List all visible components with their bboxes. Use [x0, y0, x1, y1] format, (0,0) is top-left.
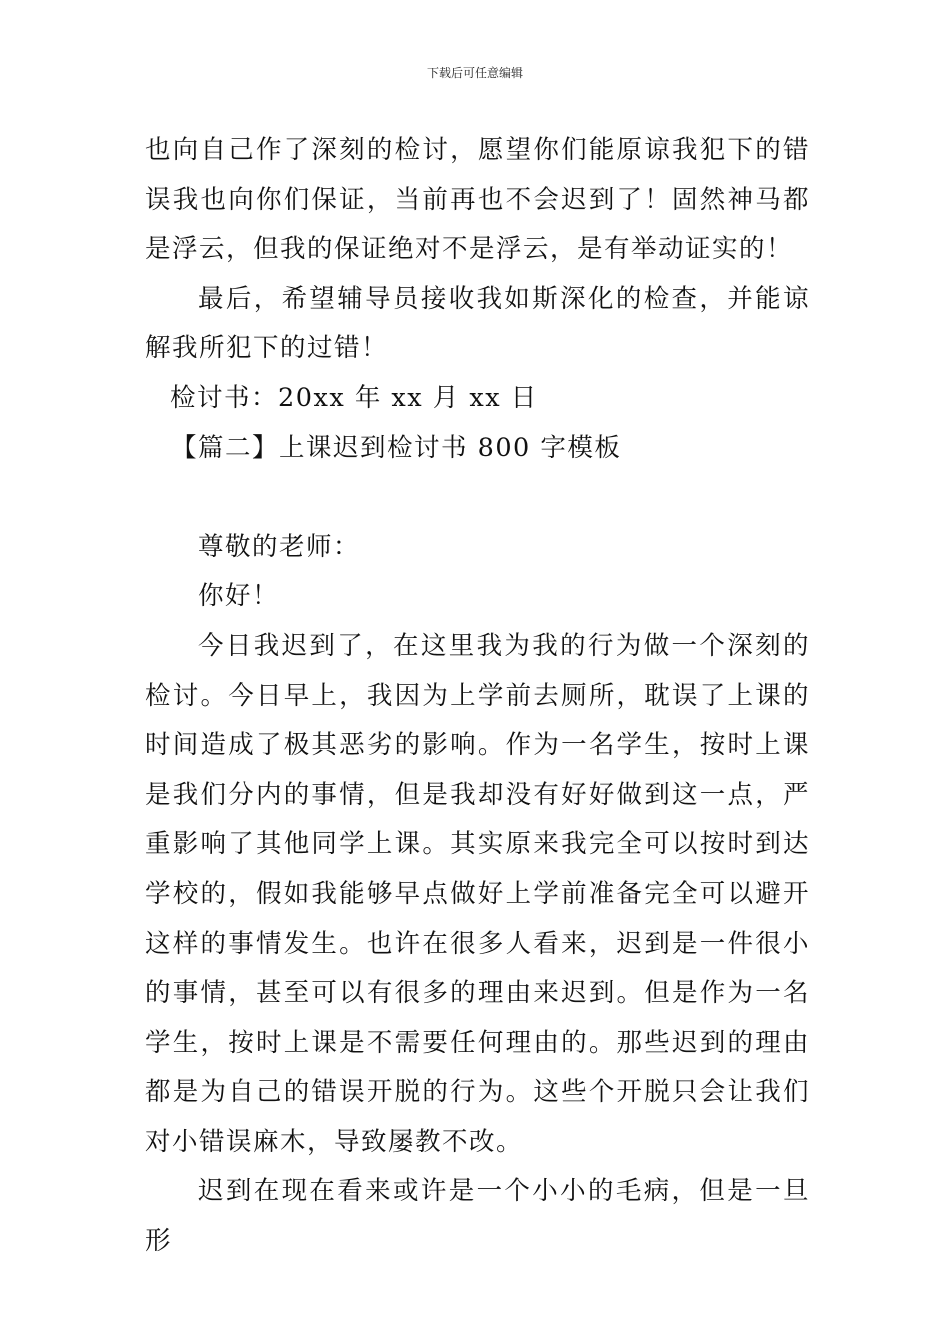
- signature-date: 检讨书：20xx 年 xx 月 xx 日: [170, 382, 538, 413]
- document-body: [145, 126, 810, 1267]
- salutation: 尊敬的老师：: [198, 531, 361, 562]
- paragraph-closing: 最后，希望辅导员接收我如斯深化的检查，并能谅解我所犯下的过错！: [145, 283, 810, 364]
- paragraph-continued: 迟到在现在看来或许是一个小小的毛病，但是一旦形: [145, 1176, 810, 1257]
- paragraph-body: 今日我迟到了，在这里我为我的行为做一个深刻的检讨。今日早上，我因为上学前去厕所，耽误了上课的时间造成了极其恶劣的影响。作为一名学生，按时上课是我们分内的事情，但是我却没有好好做到这一点，严重影响了其他同学上课。其实原来我完全可以按时到达学校的，假如我能够早点做好上学前准备完全可以避开这样的事情发生。也许在很多人看来，迟到是一件很小的事情，甚至可以有很多的理由来迟到。但是作为一名学生，按时上课是不需要任何理由的。那些迟到的理由都是为自己的错误开脱的行为。这些个开脱只会让我们对小错误麻木，导致屡教不改。: [145, 630, 810, 1157]
- greeting: 你好！: [198, 581, 280, 612]
- page-header: 下载后可任意编辑: [426, 66, 523, 80]
- blank-line: [145, 473, 810, 523]
- paragraph-apology-continued: 也向自己作了深刻的检讨，愿望你们能原谅我犯下的错误我也向你们保证，当前再也不会迟到了！固然神马都是浮云，但我的保证绝对不是浮云，是有举动证实的！: [145, 135, 810, 265]
- section-title: 【篇二】上课迟到检讨书 800 字模板: [171, 432, 622, 463]
